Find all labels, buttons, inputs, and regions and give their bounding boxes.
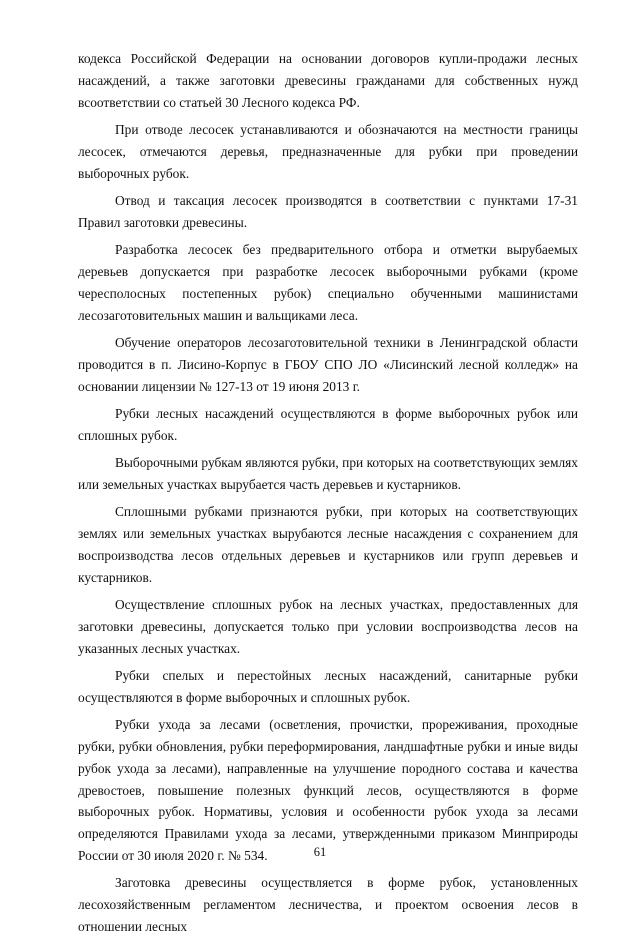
paragraph-5: Обучение операторов лесозаготовительной техники в Ленинградской области проводится в п. Лисино-Корпус в ГБОУ СПО ЛО «Лисинский лесной колледж» на основании лицензии № 127-13 от 19 июня 2013 г. — [78, 334, 578, 394]
paragraph-9: Осуществление сплошных рубок на лесных участках, предоставленных для заготовки древесины, допускается только при условии воспроизводства лесов на указанных лесных участках. — [78, 597, 578, 656]
paragraph-12: Заготовка древесины осуществляется в форме рубок, установленных лесохозяйственным регламентом лесничества, и проектом освоения лесов в отношении лесных — [78, 875, 578, 935]
paragraph-7: Выборочными рубкам являются рубки, при которых на соответствующих землях или земельных участках вырубается часть деревьев и кустарников. — [78, 455, 578, 492]
page-number: 61 — [313, 845, 327, 859]
paragraph-2: При отводе лесосек устанавливаются и обозначаются на местности границы лесосек, отмечаются деревья, предназначенные для рубки при проведении выборочных рубок. — [78, 121, 578, 181]
paragraph-6: Рубки лесных насаждений осуществляются в форме выборочных рубок или сплошных рубок. — [78, 405, 578, 443]
paragraph-4: Разработка лесосек без предварительного отбора и отметки вырубаемых деревьев допускается при разработке лесосек выборочными рубками (кроме чересполосных постепенных рубок) специально обученными машинистами лесозаготовительных машин и вальщиками леса. — [78, 242, 578, 323]
paragraph-1: кодекса Российской Федерации на основании договоров купли-продажи лесных насаждений, а также заготовки древесины гражданами для собственных нужд всоответствии со статьей 30 Лесного кодекса РФ. — [78, 51, 578, 110]
paragraph-8: Сплошными рубками признаются рубки, при которых на соответствующих землях или земельных участках вырубаются лесные насаждения с сохранением для воспроизводства лесов отдельных деревьев и кустарников или групп деревьев и кустарников. — [78, 504, 578, 585]
paragraph-11: Рубки ухода за лесами (осветления, прочистки, прореживания, проходные рубки, рубки обновления, рубки переформирования, ландшафтные рубки и иные виды рубок ухода за лесами), направленные на улучшение породного состава и качества древостоев, повышение полезных функций лесов, осуществляются в форме выборочных рубок. Нормативы, условия и особенности рубок ухода за лесами определяются Правилами ухода за лесами, утвержденными приказом Минприроды России от 30 июля 2020 г. № 534. — [78, 717, 578, 864]
paragraph-10: Рубки спелых и перестойных лесных насаждений, санитарные рубки осуществляются в форме выборочных и сплошных рубок. — [78, 668, 578, 705]
paragraph-3: Отвод и таксация лесосек производятся в соответствии с пунктами 17-31 Правил заготовки древесины. — [78, 192, 578, 230]
document-body — [78, 48, 578, 943]
